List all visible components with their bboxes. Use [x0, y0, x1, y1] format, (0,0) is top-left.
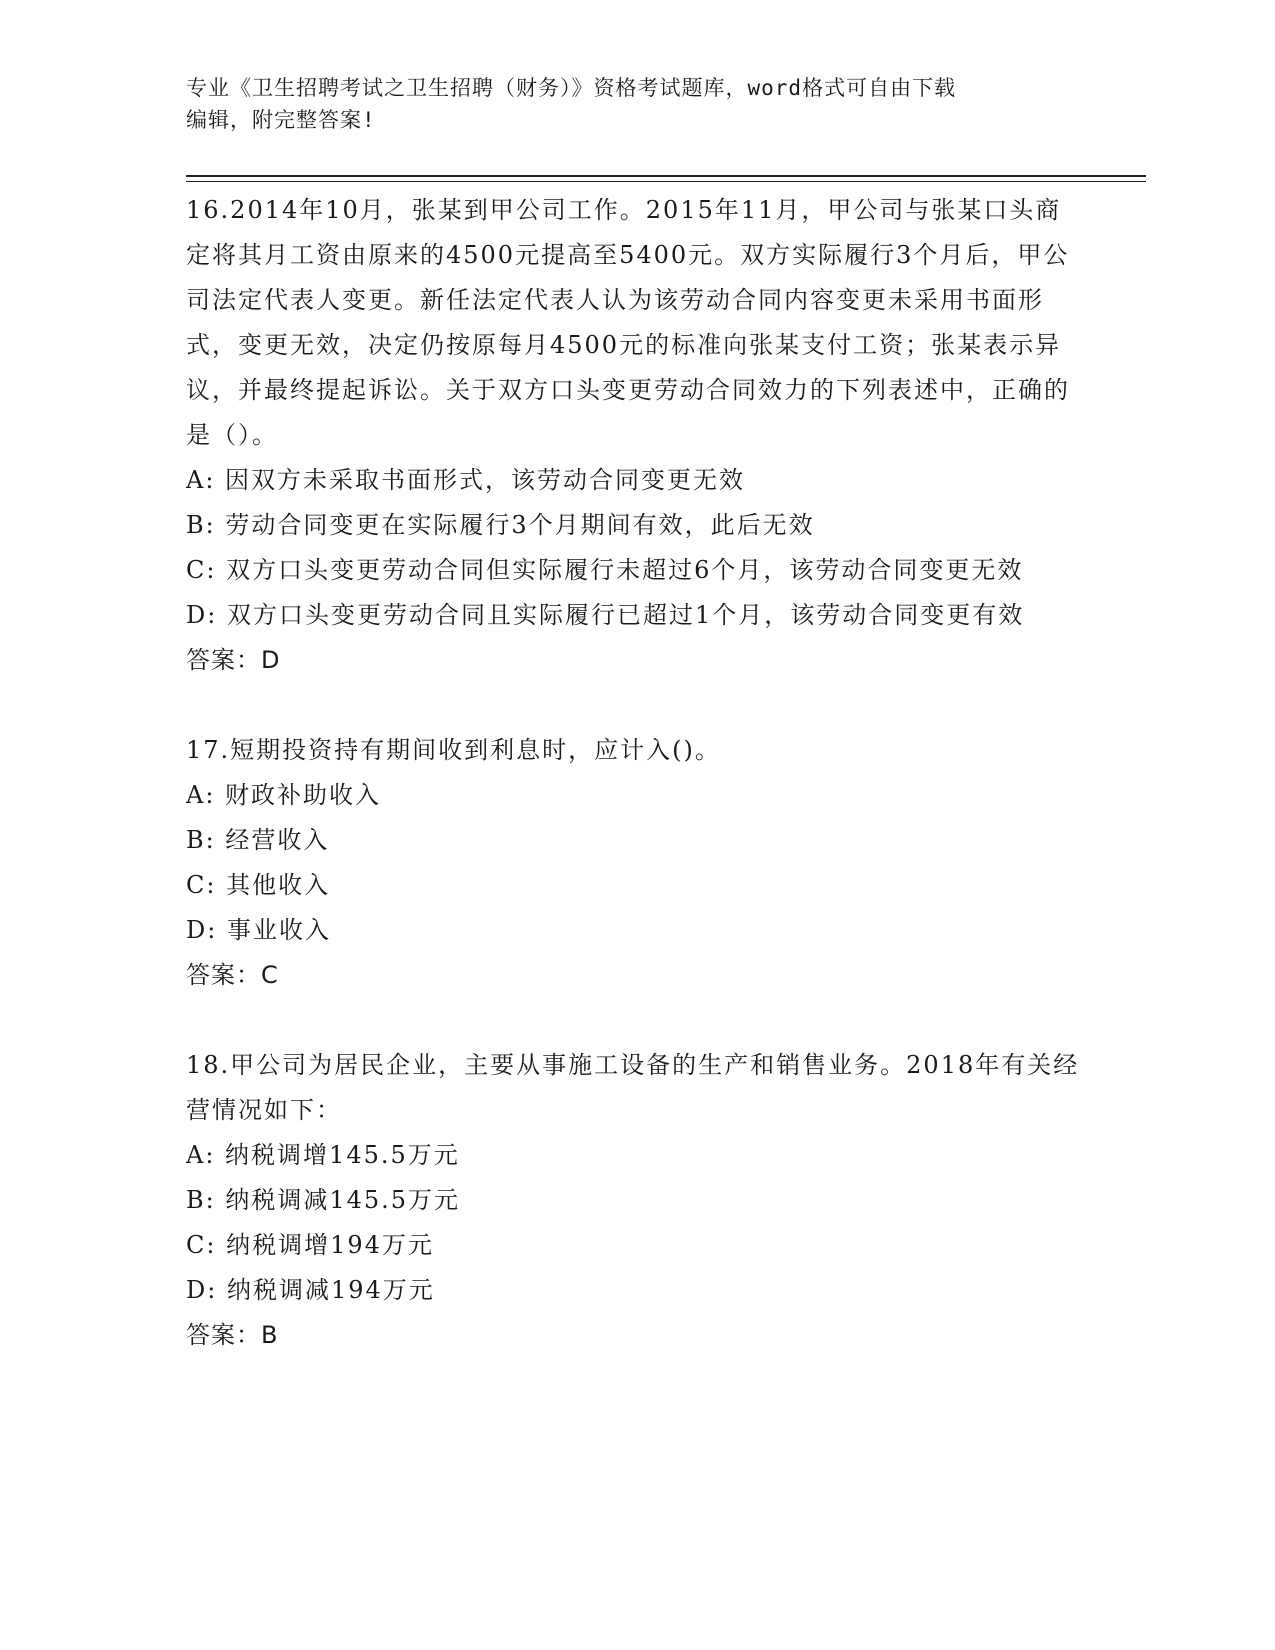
option-a: A: 财政补助收入: [186, 781, 382, 809]
option-d: D: 双方口头变更劳动合同且实际履行已超过1个月，该劳动合同变更有效: [186, 601, 1025, 629]
document-header: [186, 72, 1086, 136]
option-a: A: 因双方未采取书面形式，该劳动合同变更无效: [186, 466, 746, 494]
question-stem: 18.甲公司为居民企业，主要从事施工设备的生产和销售业务。2018年有关经营情况如下：: [186, 1051, 1080, 1124]
header-divider-thick: [186, 175, 1146, 177]
question-spacer: [186, 998, 1086, 1043]
option-d: D: 纳税调减194万元: [186, 1276, 435, 1304]
option-b: B: 劳动合同变更在实际履行3个月期间有效，此后无效: [186, 511, 815, 539]
header-line-1: 专业《卫生招聘考试之卫生招聘（财务）》资格考试题库，word格式可自由下载: [186, 76, 957, 100]
question-list: [186, 188, 1086, 1358]
option-c: C: 纳税调增194万元: [186, 1231, 434, 1259]
option-d: D: 事业收入: [186, 916, 331, 944]
option-b: B: 纳税调减145.5万元: [186, 1186, 461, 1214]
question-stem: 17.短期投资持有期间收到利息时，应计入()。: [186, 736, 721, 764]
header-divider-thin: [186, 181, 1146, 182]
option-a: A: 纳税调增145.5万元: [186, 1141, 460, 1169]
answer: 答案：D: [186, 646, 281, 674]
question-17: [186, 728, 1086, 998]
answer: 答案：B: [186, 1321, 279, 1349]
question-16: [186, 188, 1086, 683]
header-line-2: 编辑，附完整答案!: [186, 108, 376, 132]
question-stem: 16.2014年10月，张某到甲公司工作。2015年11月，甲公司与张某口头商定将其月工资由原来的4500元提高至5400元。双方实际履行3个月后，甲公司法定代表人变更。新任法定代表人认为该劳动合同内容变更未采用书面形式，变更无效，决定仍按原每月4500元的标准向张某支付工资；张某表示异议，并最终提起诉讼。关于双方口头变更劳动合同效力的下列表述中，正确的是（）。: [186, 196, 1070, 449]
option-b: B: 经营收入: [186, 826, 330, 854]
question-18: [186, 1043, 1086, 1358]
option-c: C: 其他收入: [186, 871, 331, 899]
question-spacer: [186, 683, 1086, 728]
answer: 答案：C: [186, 961, 279, 989]
option-c: C: 双方口头变更劳动合同但实际履行未超过6个月，该劳动合同变更无效: [186, 556, 1024, 584]
